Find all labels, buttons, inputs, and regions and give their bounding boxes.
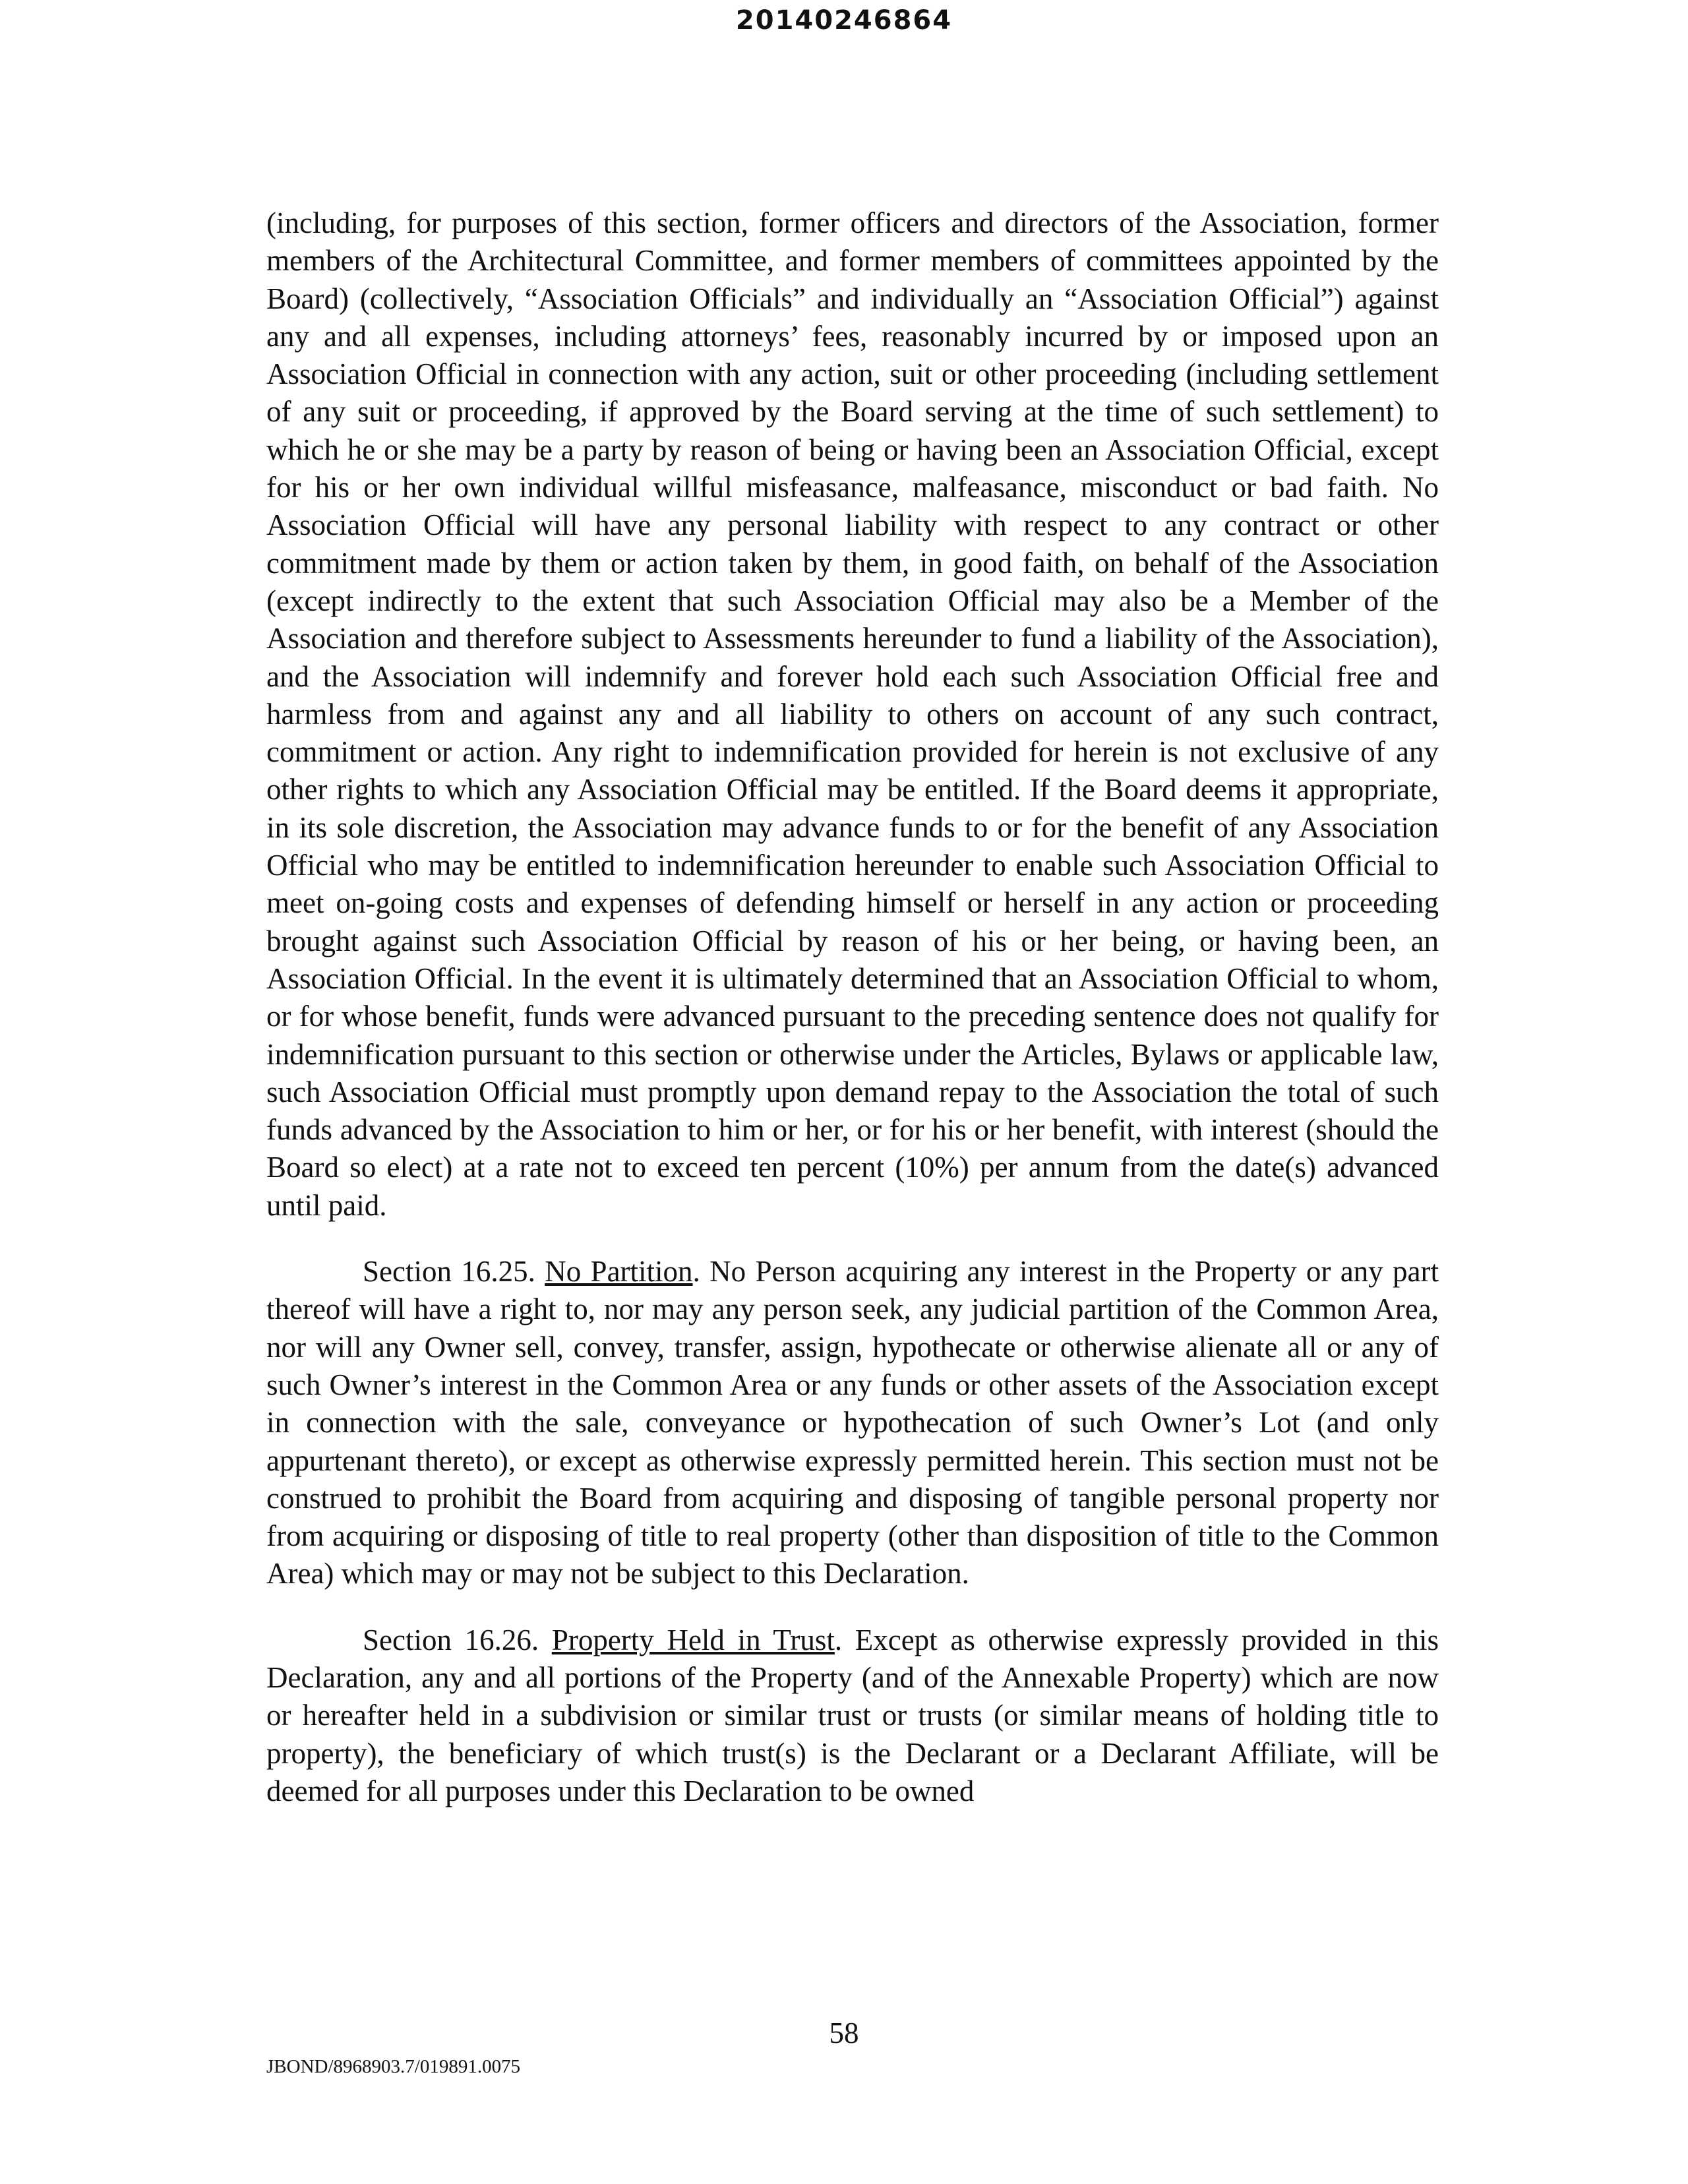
page-number: 58 — [829, 2017, 859, 2049]
section-number: Section 16.25. — [363, 1255, 535, 1289]
section-text: . Except as otherwise expressly provided in this Declaration, any and all portions of the Property (and of the Annexable Property) which are now or hereafter held in a subdivision or similar trust or trusts (or similar means of holding title to property), the beneficiary of which trust(s) is the Declarant or a Declarant Affiliate, will be deemed for all purposes under this Declaration to be owned — [266, 1623, 1439, 1807]
section-16-26 — [266, 1622, 1439, 1810]
document-body — [266, 204, 1439, 1838]
section-title: Property Held in Trust — [551, 1623, 835, 1656]
section-number: Section 16.26. — [363, 1623, 539, 1656]
paragraph-indemnification: (including, for purposes of this section, former officers and directors of the Association, former members of the Architectural Committee, and former members of committees appointed by the Board) (collectively, “Association Officials” and individually an “Association Official”) against any and all expenses, including attorneys’ fees, reasonably incurred by or imposed upon an Association Official in connection with any action, suit or other proceeding (including settlement of any suit or proceeding, if approved by the Board serving at the time of such settlement) to which he or she may be a party by reason of being or having been an Association Official, except for his or her own individual willful misfeasance, malfeasance, misconduct or bad faith. No Association Official will have any personal liability with respect to any contract or other commitment made by them or action taken by them, in good faith, on behalf of the Association (except indirectly to the extent that such Association Official may also be a Member of the Association and therefore subject to Assessments hereunder to fund a liability of the Association), and the Association will indemnify and forever hold each such Association Official free and harmless from and against any and all liability to others on account of any such contract, commitment or action. Any right to indemnification provided for herein is not exclusive of any other rights to which any Association Official may be entitled. If the Board deems it appropriate, in its sole discretion, the Association may advance funds to or for the benefit of any Association Official who may be entitled to indemnification hereunder to enable such Association Official to meet on-going costs and expenses of defending himself or herself in any action or proceeding brought against such Association Official by reason of his or her being, or having been, an Association Official. In the event it is ultimately determined that an Association Official to whom, or for whose benefit, funds were advanced pursuant to the preceding sentence does not qualify for indemnification pursuant to this section or otherwise under the Articles, Bylaws or applicable law, such Association Official must promptly upon demand repay to the Association the total of such funds advanced by the Association to him or her, or for his or her benefit, with interest (should the Board so elect) at a rate not to exceed ten percent (10%) per annum from the date(s) advanced until paid. — [266, 206, 1439, 1222]
section-text: . No Person acquiring any interest in the Property or any part thereof will have a right to, nor may any person seek, any judicial partition of the Common Area, nor will any Owner sell, convey, transfer, assign, hypothecate or otherwise alienate all or any of such Owner’s interest in the Common Area or any funds or other assets of the Association except in connection with the sale, conveyance or hypothecation of such Owner’s Lot (and only appurtenant thereto), or except as otherwise expressly permitted herein. This section must not be construed to prohibit the Board from acquiring and disposing of tangible personal property nor from acquiring or disposing of title to real property (other than disposition of title to the Common Area) which may or may not be subject to this Declaration. — [266, 1255, 1439, 1591]
document-number: 20140246864 — [735, 5, 953, 36]
section-title: No Partition — [545, 1255, 693, 1289]
section-16-25 — [266, 1253, 1439, 1593]
footer-document-id: JBOND/8968903.7/019891.0075 — [266, 2056, 521, 2077]
